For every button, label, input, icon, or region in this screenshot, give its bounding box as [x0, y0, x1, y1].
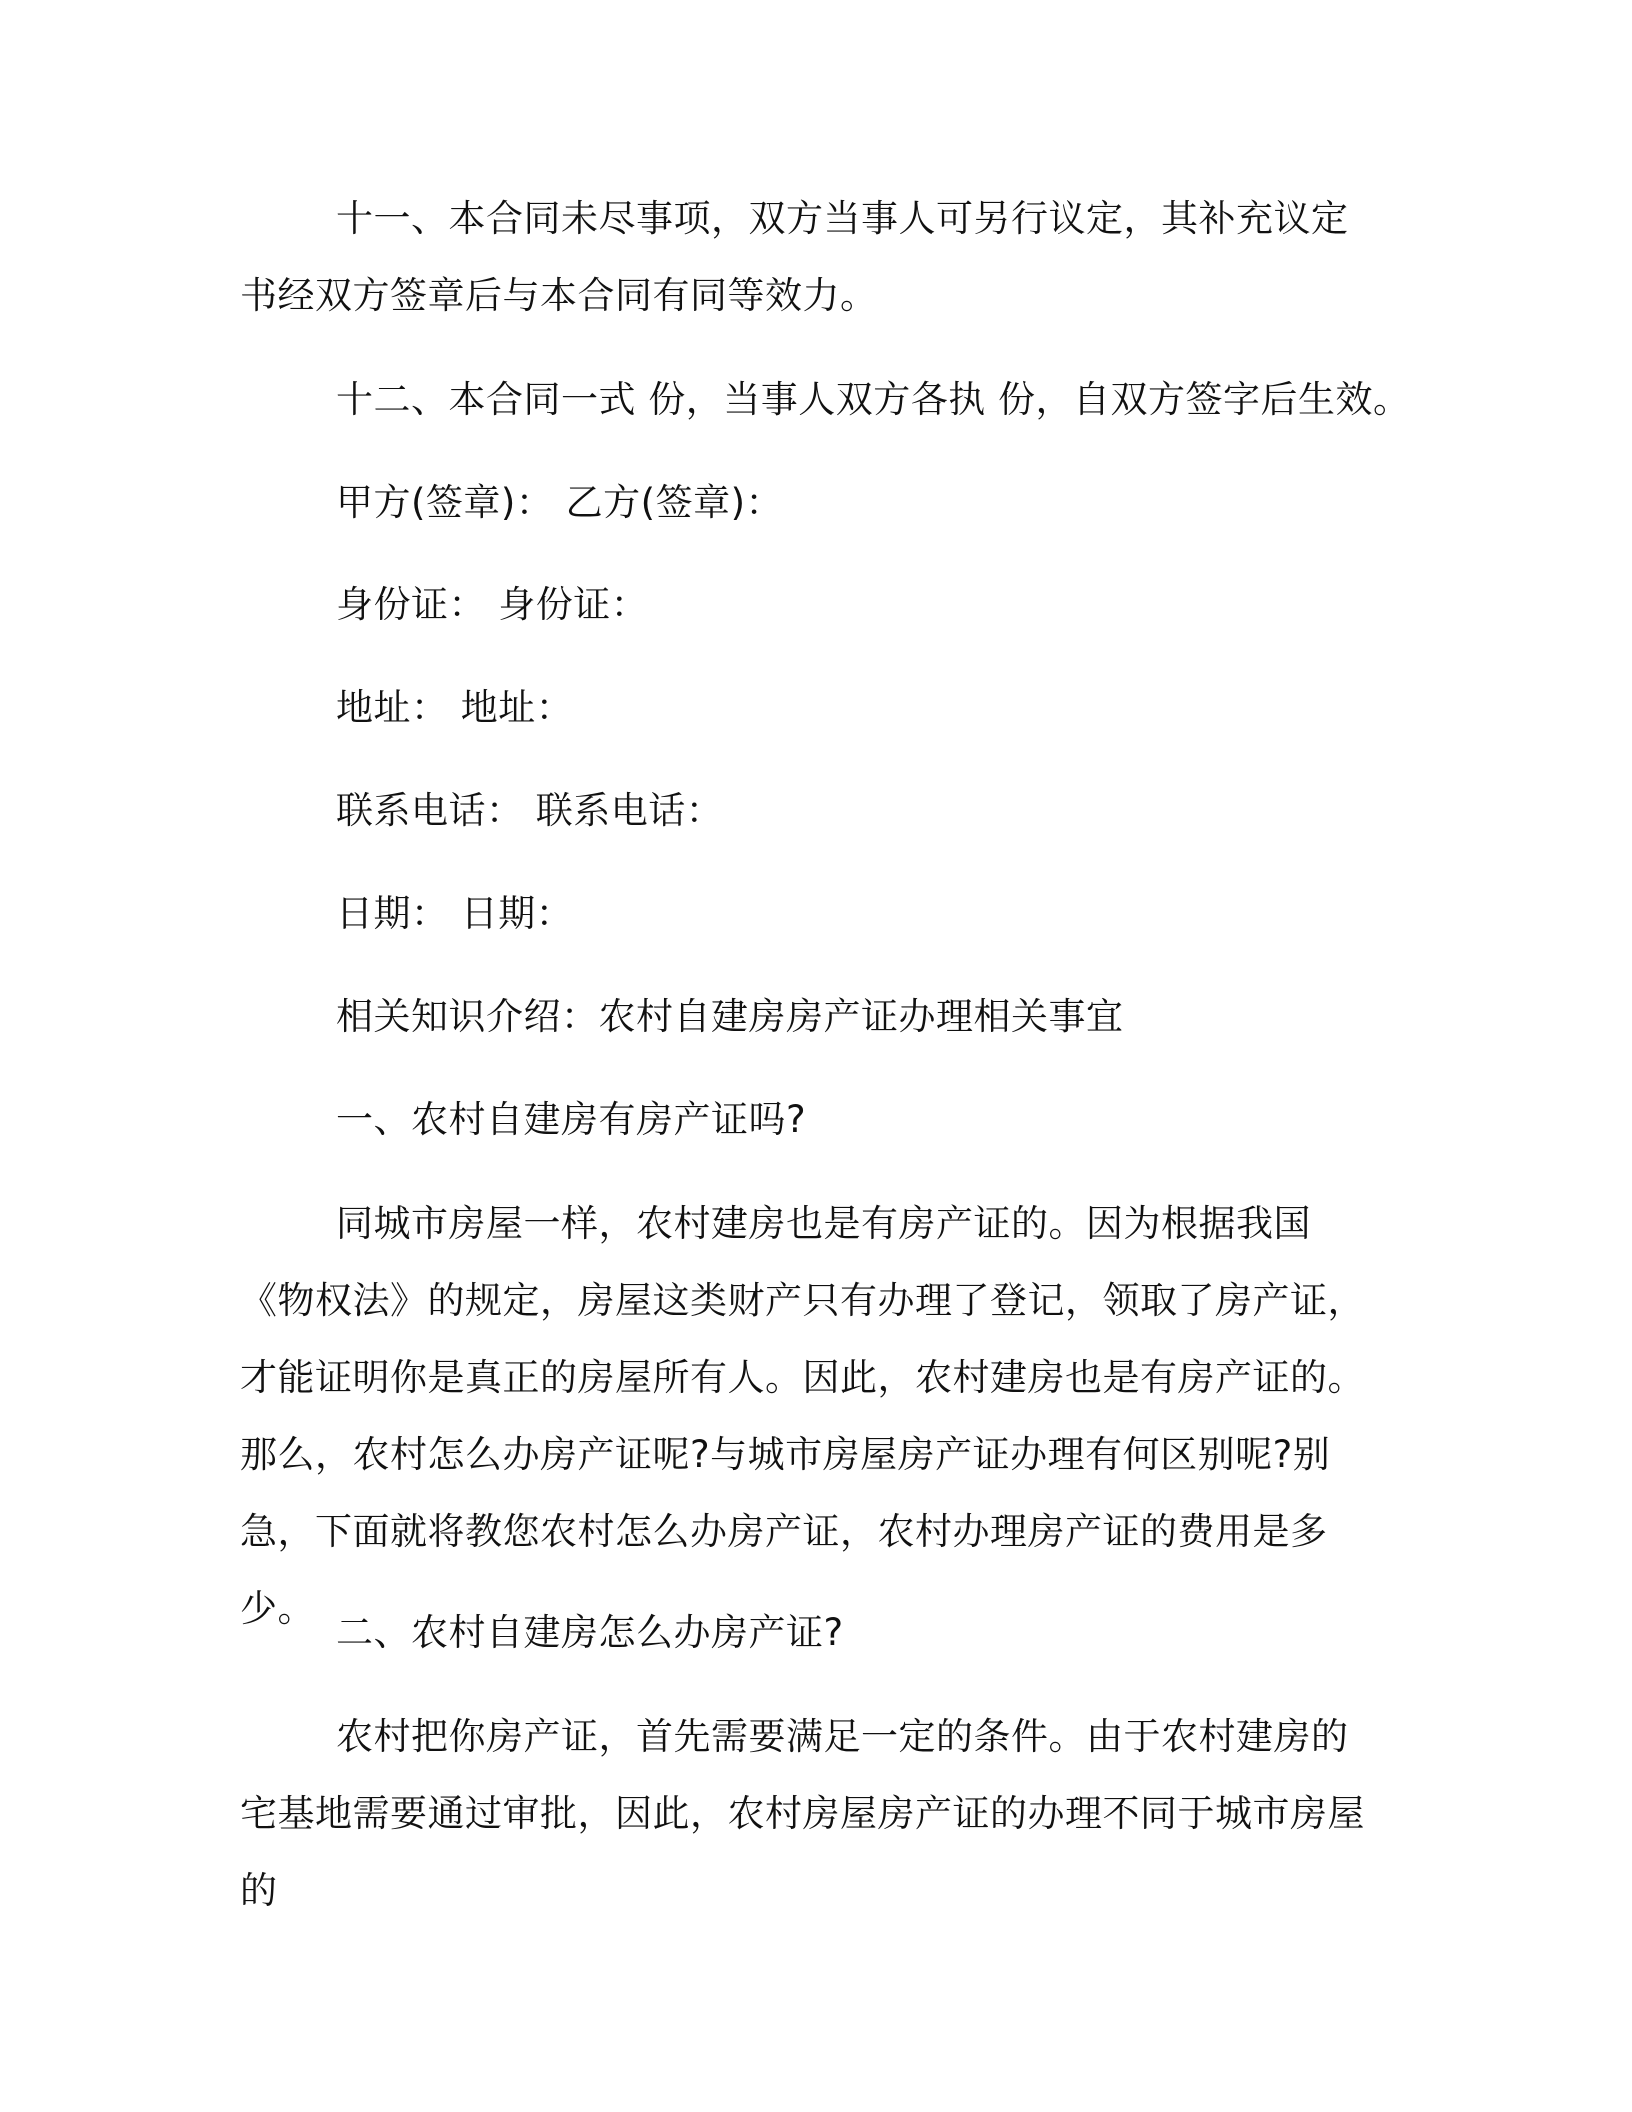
section-one-heading: 一、农村自建房有房产证吗? [336, 1098, 807, 1141]
section-two-body: 农村把你房产证，首先需要满足一定的条件。由于农村建房的宅基地需要通过审批，因此，农村房屋房产证的办理不同于城市房屋的 [240, 1715, 1365, 1912]
signature-line: 甲方(签章)： 乙方(签章)： [336, 481, 784, 524]
address-line: 地址： 地址： [336, 686, 574, 729]
clause-eleven: 十一、本合同未尽事项，双方当事人可另行议定，其补充议定书经双方签章后与本合同有同等效力。 [240, 197, 1349, 317]
id-card-line: 身份证： 身份证： [336, 583, 649, 626]
section-two-heading: 二、农村自建房怎么办房产证? [336, 1611, 844, 1654]
date-line: 日期： 日期： [336, 892, 574, 935]
knowledge-heading: 相关知识介绍：农村自建房房产证办理相关事宜 [336, 995, 1124, 1038]
section-one-body: 同城市房屋一样，农村建房也是有房产证的。因为根据我国《物权法》的规定，房屋这类财产只有办理了登记，领取了房产证，才能证明你是真正的房屋所有人。因此，农村建房也是有房产证的。那么，农村怎么办房产证呢?与城市房屋房产证办理有何区别呢?别急，下面就将教您农村怎么办房产证，农村办理房产证的费用是多少。 [240, 1202, 1365, 1630]
phone-line: 联系电话： 联系电话： [336, 789, 724, 832]
clause-twelve: 十二、本合同一式 份，当事人双方各执 份，自双方签字后生效。 [336, 378, 1411, 421]
